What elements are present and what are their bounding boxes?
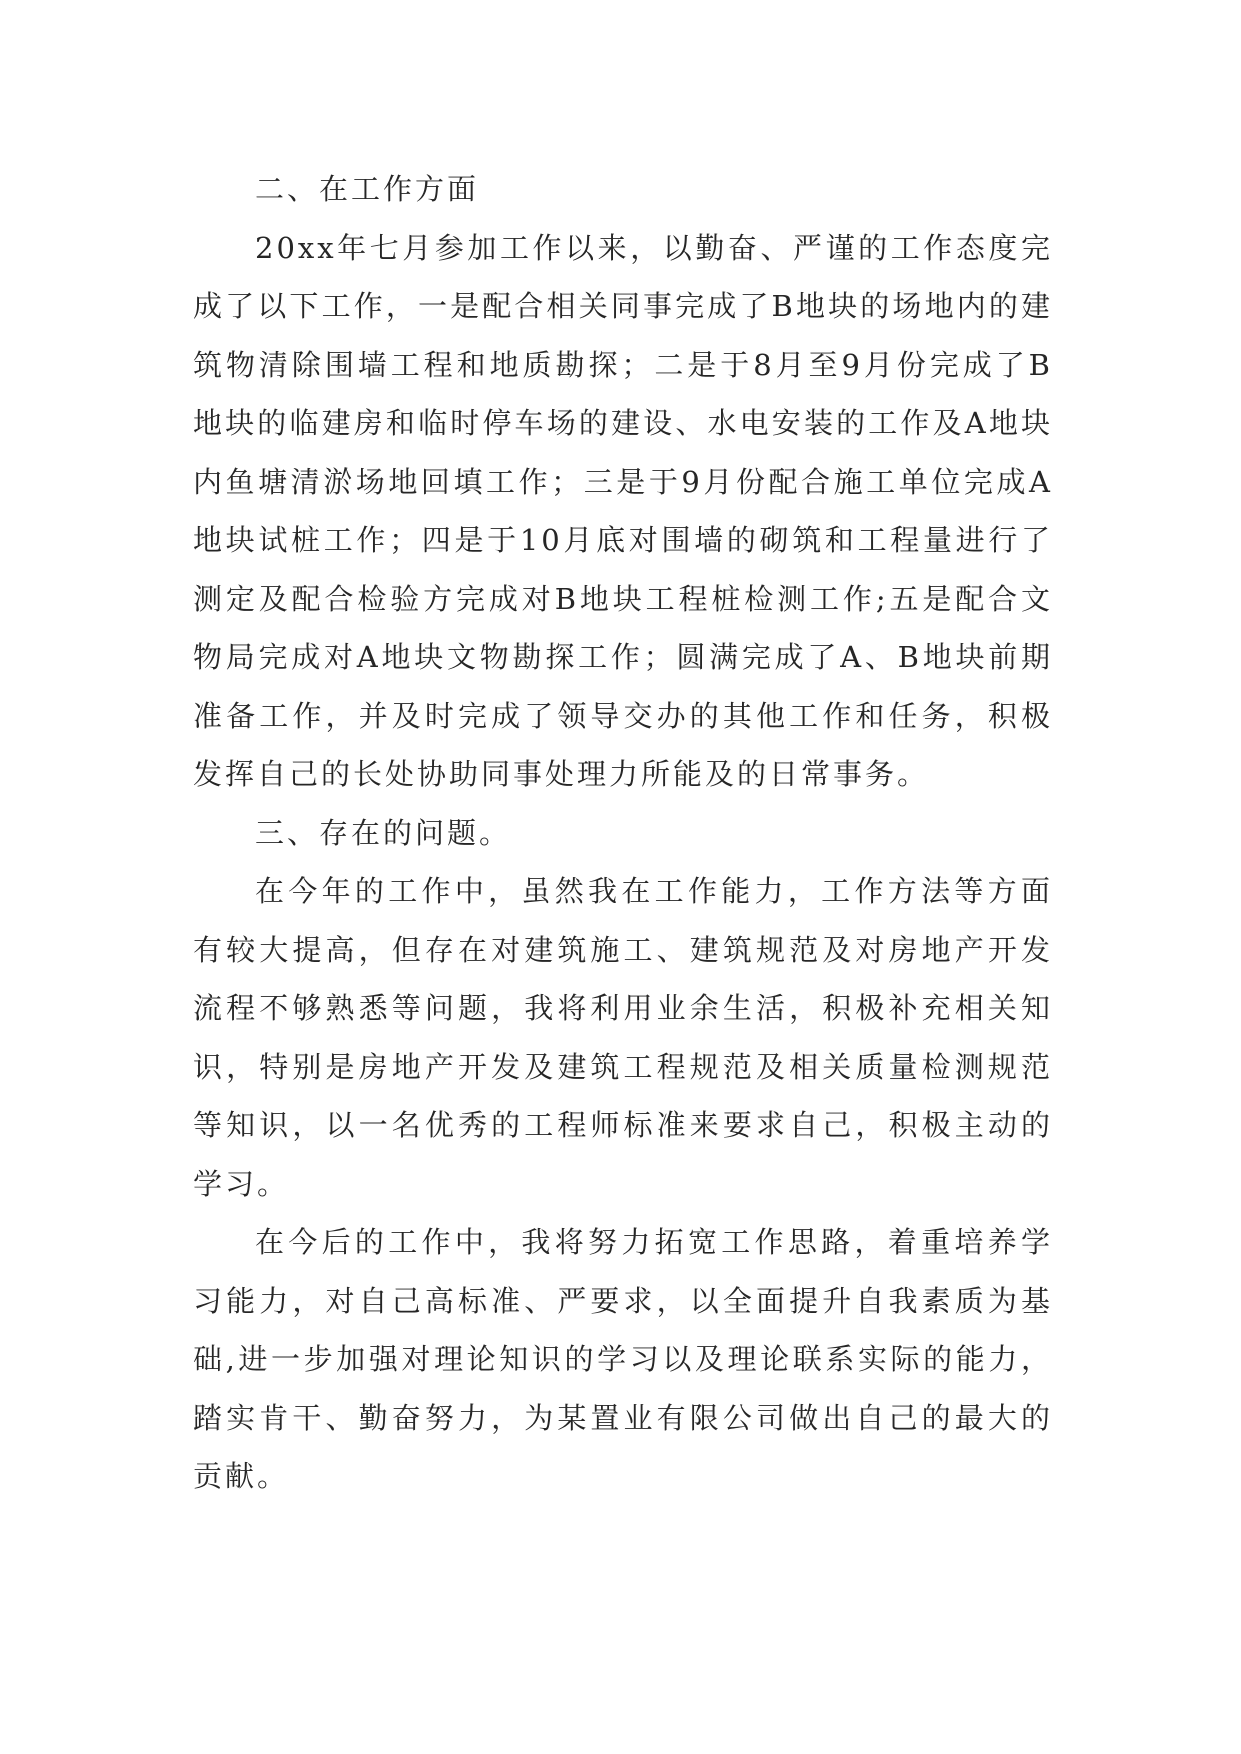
section-three-paragraph-1: 在今年的工作中，虽然我在工作能力，工作方法等方面有较大提高，但存在对建筑施工、建筑规范及对房地产开发流程不够熟悉等问题，我将利用业余生活，积极补充相关知识，特别是房地产开发及建筑工程规范及相关质量检测规范等知识，以一名优秀的工程师标准来要求自己，积极主动的学习。	[193, 874, 1053, 1201]
section-two-paragraph: 20xx年七月参加工作以来，以勤奋、严谨的工作态度完成了以下工作，一是配合相关同事完成了B地块的场地内的建筑物清除围墙工程和地质勘探；二是于8月至9月份完成了B地块的临建房和临时停车场的建设、水电安装的工作及A地块内鱼塘清淤场地回填工作；三是于9月份配合施工单位完成A地块试桩工作；四是于10月底对围墙的砌筑和工程量进行了测定及配合检验方完成对B地块工程桩检测工作;五是配合文物局完成对A地块文物勘探工作；圆满完成了A、B地块前期准备工作，并及时完成了领导交办的其他工作和任务，积极发挥自己的长处协助同事处理力所能及的日常事务。	[193, 230, 1053, 791]
section-three-heading: 三、存在的问题。	[255, 815, 512, 850]
document-body	[193, 160, 1053, 1506]
section-three-paragraph-2: 在今后的工作中，我将努力拓宽工作思路，着重培养学习能力，对自己高标准、严要求，以全面提升自我素质为基础,进一步加强对理论知识的学习以及理论联系实际的能力，踏实肯干、勤奋努力，为某置业有限公司做出自己的最大的贡献。	[193, 1225, 1053, 1493]
section-two-heading: 二、在工作方面	[255, 172, 480, 206]
